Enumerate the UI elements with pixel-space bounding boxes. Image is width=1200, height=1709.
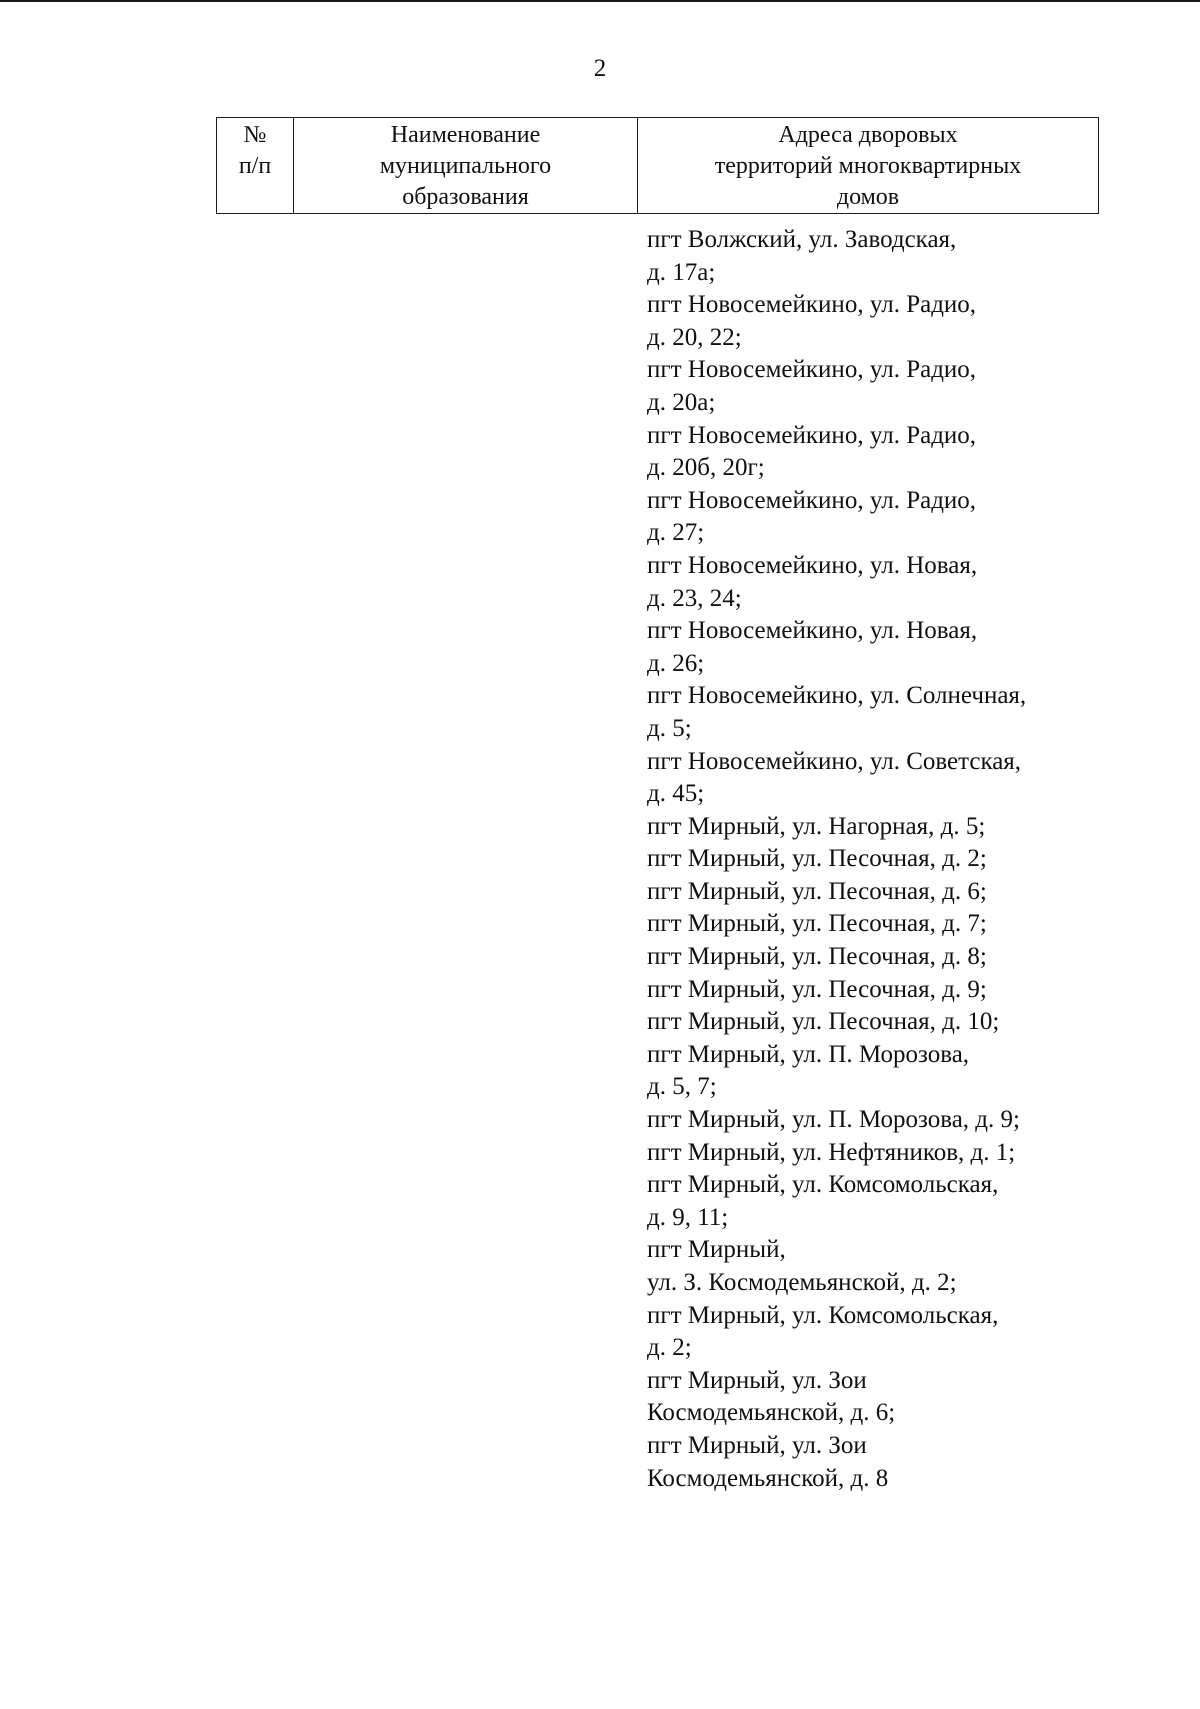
address-line: пгт Мирный, ул. Нагорная, д. 5; <box>647 812 986 840</box>
header-line: Адреса дворовых <box>778 122 958 148</box>
address-line: пгт Мирный, ул. Песочная, д. 9; <box>647 975 987 1003</box>
address-line: пгт Мирный, ул. Песочная, д. 7; <box>647 910 987 938</box>
address-list <box>647 224 1026 1495</box>
address-line: пгт Мирный, ул. Песочная, д. 8; <box>647 943 987 971</box>
address-entry <box>647 1169 1026 1234</box>
address-entry <box>647 1430 1026 1495</box>
address-line: д. 5, 7; <box>647 1073 717 1101</box>
top-border-line <box>0 0 1200 2</box>
address-entry <box>647 1137 1026 1170</box>
address-entry <box>647 550 1026 615</box>
header-line: муниципального <box>379 153 552 179</box>
column-header-number <box>217 118 294 214</box>
address-line: пгт Новосемейкино, ул. Радио, <box>647 421 977 449</box>
address-entry <box>647 1039 1026 1104</box>
address-line: пгт Мирный, ул. П. Морозова, д. 9; <box>647 1106 1020 1134</box>
header-line: домов <box>836 184 900 210</box>
address-line: пгт Мирный, ул. Комсомольская, <box>647 1171 999 1199</box>
address-line: пгт Мирный, ул. Зои <box>647 1431 867 1459</box>
address-entry <box>647 420 1026 485</box>
header-line: образования <box>402 184 529 210</box>
address-entry <box>647 843 1026 876</box>
address-line: д. 20, 22; <box>647 323 742 351</box>
address-entry <box>647 1006 1026 1039</box>
address-line: пгт Мирный, ул. Зои <box>647 1366 867 1394</box>
address-line: пгт Волжский, ул. Заводская, <box>647 226 957 253</box>
address-line: д. 45; <box>647 780 705 808</box>
address-line: пгт Мирный, ул. Песочная, д. 10; <box>647 1008 1000 1036</box>
address-line: Космодемьянской, д. 8 <box>647 1464 889 1492</box>
address-line: пгт Новосемейкино, ул. Радио, <box>647 486 977 514</box>
address-line: д. 23, 24; <box>647 584 742 612</box>
address-entry <box>647 680 1026 745</box>
address-line: д. 9, 11; <box>647 1203 729 1231</box>
address-entry <box>647 941 1026 974</box>
page-number: 2 <box>593 55 607 82</box>
table-header-row <box>217 118 1099 214</box>
address-line: пгт Новосемейкино, ул. Радио, <box>647 291 977 319</box>
address-line: Космодемьянской, д. 6; <box>647 1399 896 1427</box>
address-line: пгт Новосемейкино, ул. Солнечная, <box>647 682 1027 710</box>
address-entry <box>647 974 1026 1007</box>
header-line: территорий многоквартирных <box>714 153 1022 179</box>
address-entry <box>647 615 1026 680</box>
address-line: пгт Мирный, ул. Нефтяников, д. 1; <box>647 1138 1016 1166</box>
address-line: д. 27; <box>647 519 705 547</box>
address-entry <box>647 224 1026 289</box>
addresses-table-header <box>216 117 1099 214</box>
header-line: п/п <box>238 153 272 179</box>
address-line: пгт Новосемейкино, ул. Новая, <box>647 617 978 645</box>
address-line: д. 17а; <box>647 258 716 286</box>
address-entry <box>647 1365 1026 1430</box>
address-line: д. 20а; <box>647 388 716 416</box>
header-line: Наименование <box>390 122 541 148</box>
column-header-municipality <box>294 118 638 214</box>
column-header-addresses <box>638 118 1099 214</box>
header-line: № <box>243 122 267 148</box>
address-line: пгт Новосемейкино, ул. Новая, <box>647 551 978 579</box>
address-entry <box>647 908 1026 941</box>
address-entry <box>647 876 1026 909</box>
address-line: ул. З. Космодемьянской, д. 2; <box>647 1269 957 1296</box>
address-entry <box>647 354 1026 419</box>
address-entry <box>647 485 1026 550</box>
address-entry <box>647 746 1026 811</box>
address-entry <box>647 1300 1026 1365</box>
address-entry <box>647 289 1026 354</box>
address-line: д. 5; <box>647 714 692 742</box>
address-line: д. 2; <box>647 1334 692 1362</box>
address-entry <box>647 1234 1026 1299</box>
address-entry <box>647 811 1026 844</box>
address-line: пгт Мирный, <box>647 1236 786 1264</box>
address-line: пгт Мирный, ул. П. Морозова, <box>647 1040 970 1068</box>
address-line: пгт Мирный, ул. Комсомольская, <box>647 1301 999 1329</box>
address-line: пгт Мирный, ул. Песочная, д. 6; <box>647 877 987 905</box>
address-line: д. 26; <box>647 649 705 677</box>
address-line: пгт Мирный, ул. Песочная, д. 2; <box>647 845 987 873</box>
address-line: д. 20б, 20г; <box>647 454 765 482</box>
address-line: пгт Новосемейкино, ул. Радио, <box>647 356 977 384</box>
address-line: пгт Новосемейкино, ул. Советская, <box>647 747 1022 775</box>
address-entry <box>647 1104 1026 1137</box>
